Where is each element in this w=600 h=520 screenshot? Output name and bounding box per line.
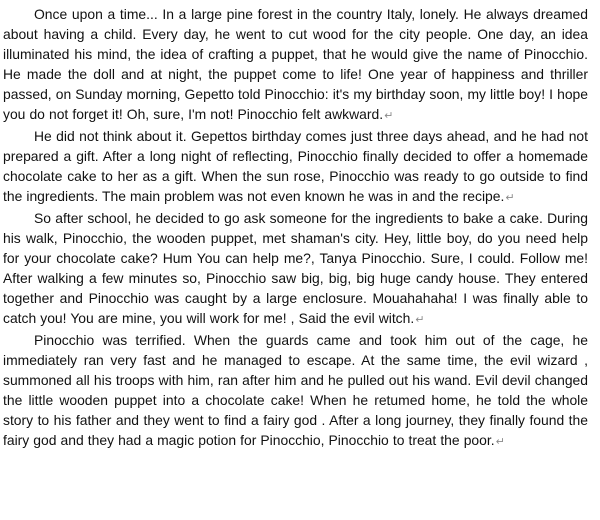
paragraph-mark-icon: ↵ bbox=[505, 192, 515, 204]
paragraph-mark-icon: ↵ bbox=[415, 314, 425, 326]
paragraph-text: So after school, he decided to go ask someone for the ingredients to bake a cake. During his walk, Pinocchio, the wooden puppet, met shaman's city. Hey, little boy, do you need help for your chocolate cake? Hum You can help me?, Tanya Pinocchio. Sure, I could. Follow me! After walking a few minutes so, Pinocchio saw big, big, big huge candy house. They entered together and Pinocchio was caught by a large enclosure. Mouahahaha! I was finally able to catch you! You are mine, you will work for me! , Said the evil witch. bbox=[3, 210, 588, 326]
paragraph-2 bbox=[3, 126, 588, 208]
paragraph-3 bbox=[3, 208, 588, 330]
paragraph-1 bbox=[3, 4, 588, 126]
paragraph-mark-icon: ↵ bbox=[495, 436, 505, 448]
paragraph-text: Once upon a time... In a large pine forest in the country Italy, lonely. He always dreamed about having a child. Every day, he went to cut wood for the city people. One day, an idea illuminated his mind, the idea of crafting a puppet, that he would give the name of Pinocchio. He made the doll and at night, the puppet come to life! One year of happiness and thriller passed, on Sunday morning, Gepetto told Pinocchio: it's my birthday soon, my little boy! I hope you do not forget it! Oh, sure, I'm not! Pinocchio felt awkward. bbox=[3, 6, 588, 122]
paragraph-mark-icon: ↵ bbox=[384, 110, 394, 122]
paragraph-4 bbox=[3, 330, 588, 452]
paragraph-text: He did not think about it. Gepettos birthday comes just three days ahead, and he had not prepared a gift. After a long night of reflecting, Pinocchio finally decided to offer a homemade chocolate cake to her as a gift. When the sun rose, Pinocchio was ready to go outside to find the ingredients. The main problem was not even known he was in and the recipe. bbox=[3, 128, 588, 204]
paragraph-text: Pinocchio was terrified. When the guards came and took him out of the cage, he immediately ran very fast and he managed to escape. At the same time, the evil wizard , summoned all his troops with him, ran after him and he pulled out his wand. Evil devil changed the little wooden puppet into a chocolate cake! When he retumed home, he told the whole story to his father and they went to find a fairy god . After a long journey, they finally found the fairy god and they had a magic potion for Pinocchio, Pinocchio to treat the poor. bbox=[3, 332, 588, 448]
